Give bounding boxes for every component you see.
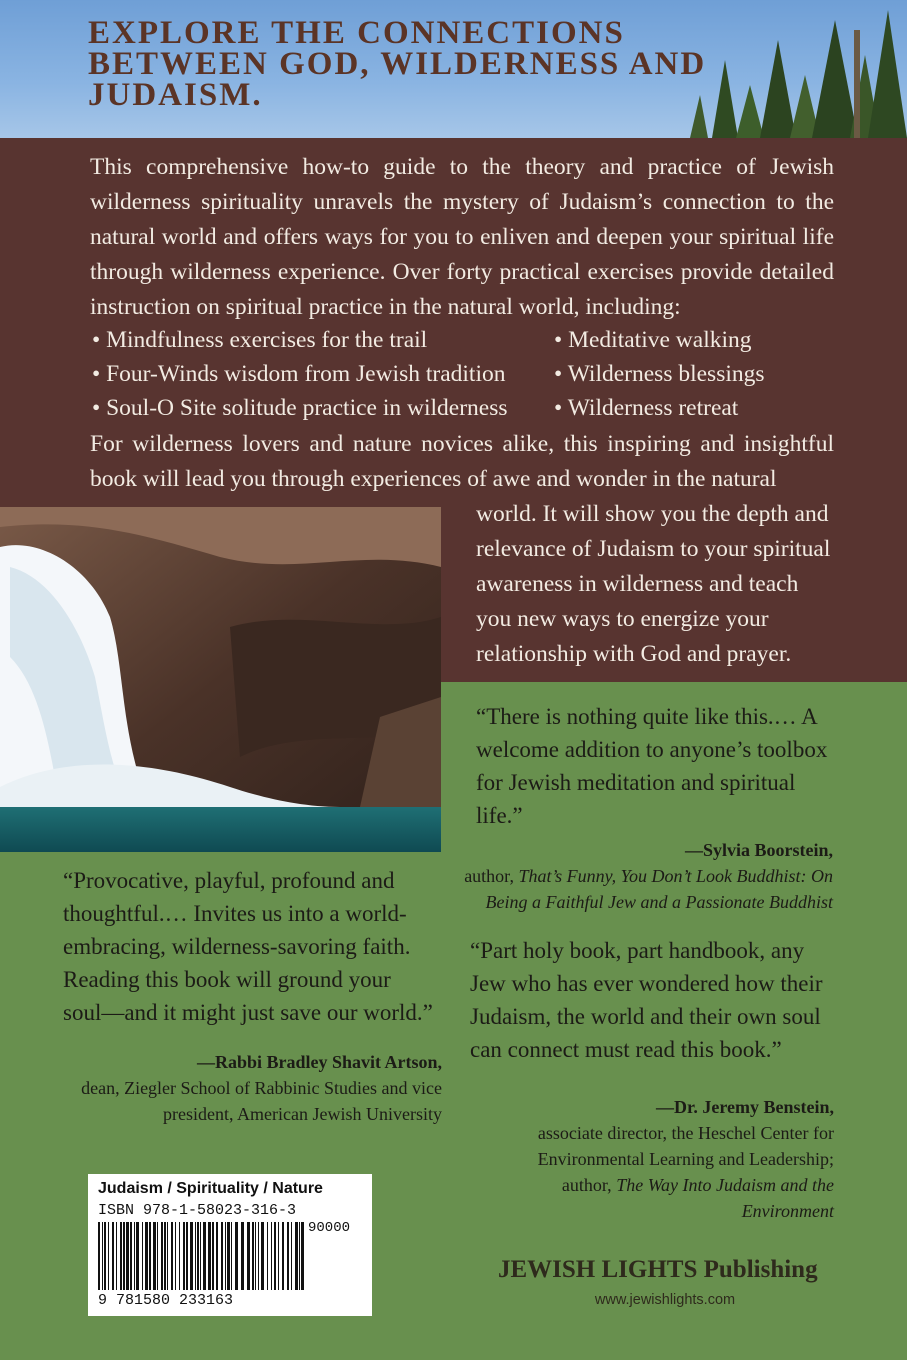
category-label: Judaism / Spirituality / Nature bbox=[98, 1180, 323, 1197]
intro-paragraph: This comprehensive how-to guide to the theory and practice of Jewish wilderness spirituality unravels the mystery of Judaism’s connection to the natural world and offers ways for you to enliven and deepen your spiritual life through wilderness experience. Over forty practical exercises provide detailed instruction on spiritual practice in the natural world, including: bbox=[90, 154, 834, 320]
barcode-number: 9 781580 233163 bbox=[98, 1292, 234, 1309]
quote-author: —Dr. Jeremy Benstein, bbox=[656, 1097, 834, 1117]
quote-author-role: author, That’s Funny, You Don’t Look Buddhist: On Being a Faithful Jew and a Passionate Buddhist bbox=[464, 866, 833, 912]
bullet-item: • Wilderness retreat bbox=[554, 395, 739, 421]
bullet-item: • Mindfulness exercises for the trail bbox=[92, 327, 428, 353]
quote-author: —Rabbi Bradley Shavit Artson, bbox=[196, 1052, 442, 1072]
publisher-url[interactable]: www.jewishlights.com bbox=[594, 1292, 736, 1308]
publisher-name: JEWISH LIGHTS Publishing bbox=[498, 1256, 818, 1283]
bullet-item: • Four-Winds wisdom from Jewish tradition bbox=[92, 361, 506, 387]
bullet-item: • Soul-O Site solitude practice in wilderness bbox=[92, 395, 508, 421]
closing-paragraph-continued: world. It will show you the depth and relevance of Judaism to your spiritual awareness in wilderness and teach you new ways to energize your relationship with God and prayer. bbox=[476, 501, 831, 667]
bullet-item: • Wilderness blessings bbox=[554, 361, 765, 387]
barcode-block bbox=[88, 1174, 372, 1316]
headline: EXPLORE THE CONNECTIONS BETWEEN GOD, WILDERNESS AND JUDAISM. bbox=[88, 15, 707, 113]
waterfall-photo bbox=[0, 507, 441, 852]
quote-text: “Provocative, playful, profound and thoughtful.… Invites us into a world-embracing, wilderness-savoring faith. Reading this book will ground your soul—and it might just save our world.” bbox=[63, 868, 433, 1025]
quote-text: “There is nothing quite like this.… A welcome addition to anyone’s toolbox for Jewish meditation and spiritual life.” bbox=[476, 704, 828, 828]
quote-author: —Sylvia Boorstein, bbox=[684, 840, 833, 860]
quote-attribution bbox=[484, 1094, 834, 1224]
bullet-item: • Meditative walking bbox=[554, 327, 752, 353]
quote-attribution bbox=[50, 1049, 442, 1127]
quote-author-role: associate director, the Heschel Center for Environmental Learning and Leadership; author, The Way Into Judaism and the Environment bbox=[537, 1123, 834, 1221]
quote-author-role: dean, Ziegler School of Rabbinic Studies and vice president, American Jewish University bbox=[81, 1078, 442, 1124]
price-code: 90000 bbox=[308, 1220, 351, 1236]
closing-paragraph: For wilderness lovers and nature novices alike, this inspiring and insightful book will lead you through experiences of awe and wonder in the natural bbox=[90, 431, 834, 492]
quote-attribution bbox=[430, 837, 833, 915]
quote-text: “Part holy book, part handbook, any Jew who has ever wondered how their Judaism, the world and their own soul can connect must read this book.” bbox=[470, 938, 823, 1062]
isbn-label: ISBN 978-1-58023-316-3 bbox=[98, 1202, 297, 1219]
